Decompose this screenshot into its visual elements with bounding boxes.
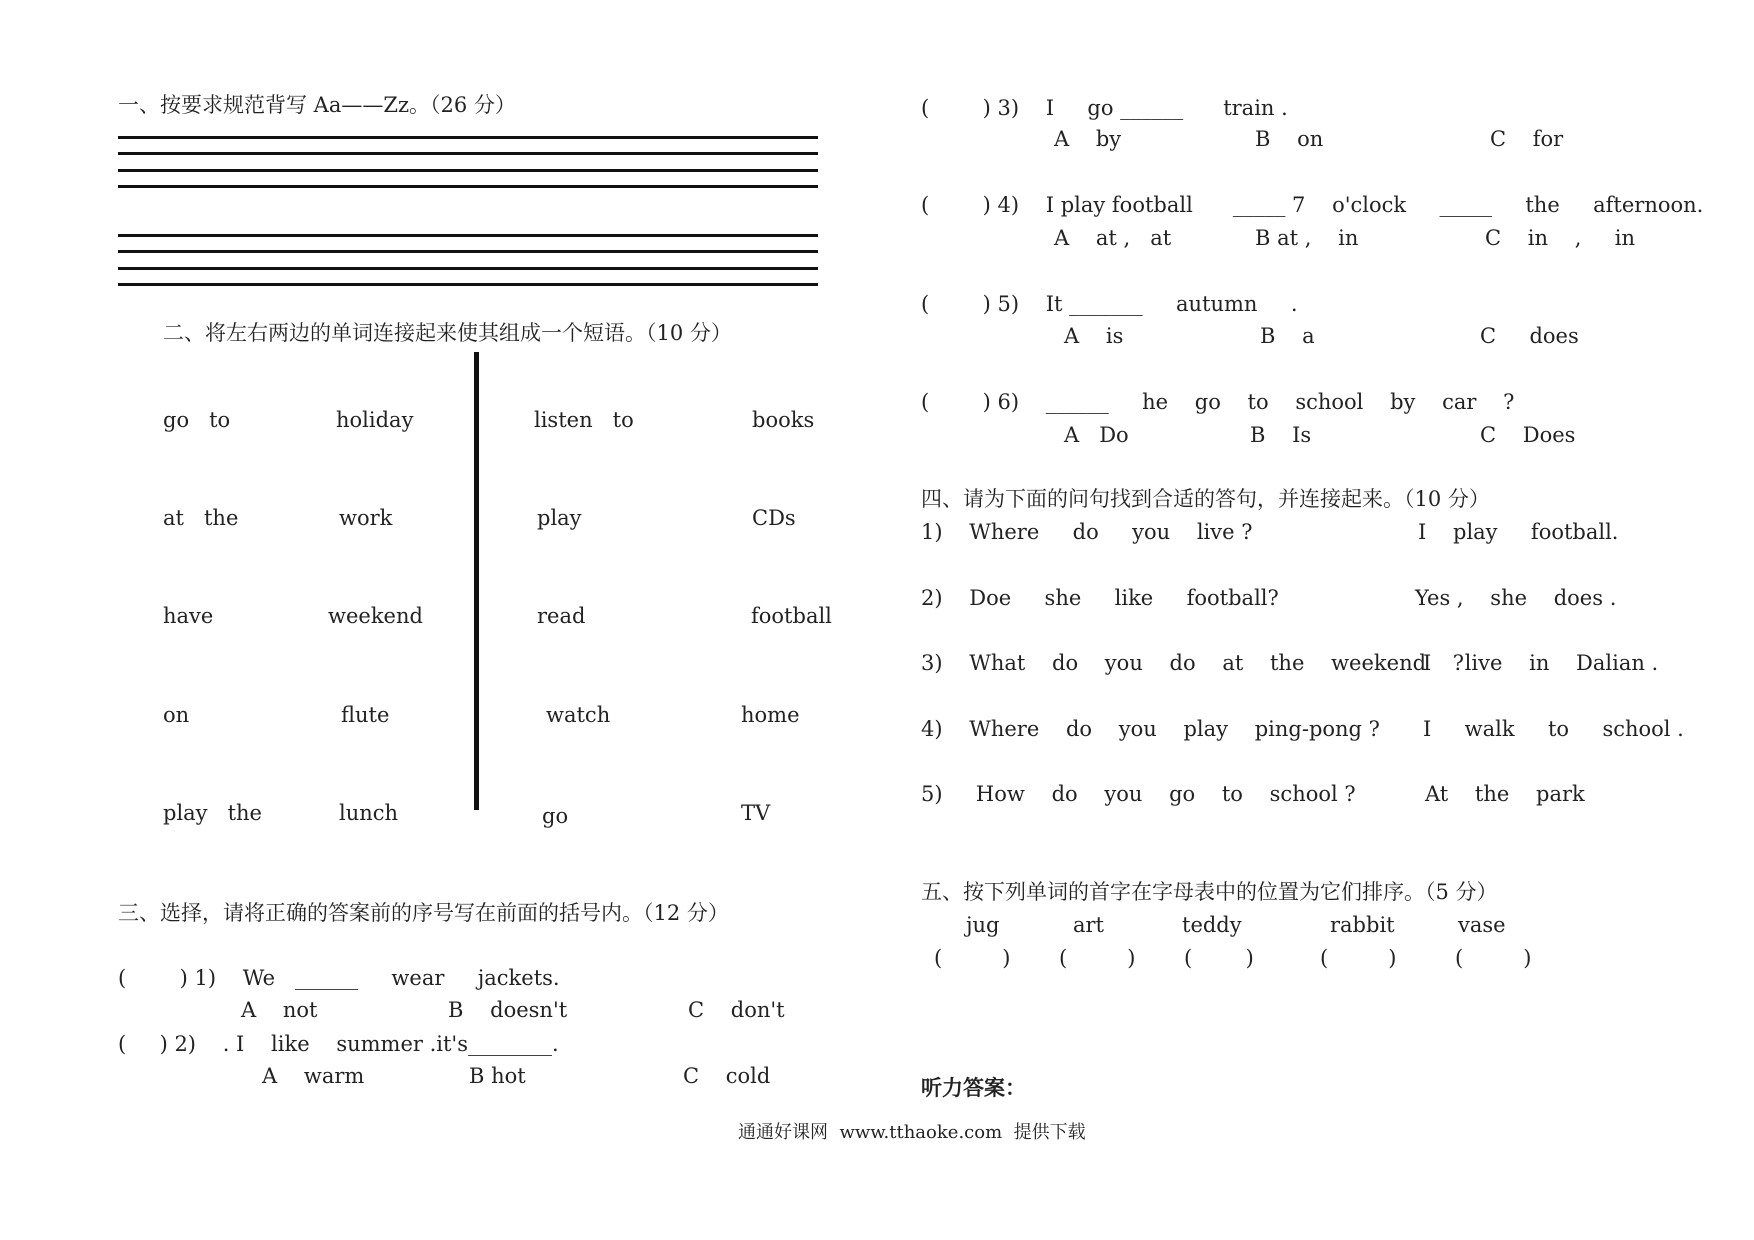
answer-item: I play football. xyxy=(1418,520,1619,544)
writing-line xyxy=(118,283,818,286)
match-word: play xyxy=(537,506,582,530)
answer-bracket: ( ) xyxy=(1320,946,1397,970)
answer-item: Yes , she does . xyxy=(1415,586,1617,610)
section1-title: 一、按要求规范背写 Aa——Zz。（26 分） xyxy=(118,93,516,117)
writing-line xyxy=(118,234,818,237)
sort-word: rabbit xyxy=(1330,913,1395,937)
match-word: play the xyxy=(163,801,262,825)
question-item: 5) How do you go to school ? xyxy=(921,782,1356,806)
option-b: B at , in xyxy=(1255,226,1359,250)
sort-word: vase xyxy=(1458,913,1506,937)
option-c: C in , in xyxy=(1485,226,1636,250)
section5-title: 五、按下列单词的首字在字母表中的位置为它们排序。（5 分） xyxy=(921,880,1498,904)
option-a: A not xyxy=(241,998,318,1022)
answer-bracket: ( ) xyxy=(1059,946,1136,970)
answer-item: At the park xyxy=(1425,782,1585,806)
question-stem: ( ) 5) It _______ autumn . xyxy=(921,292,1298,316)
section4-title: 四、请为下面的问句找到合适的答句，并连接起来。（10 分） xyxy=(921,487,1490,511)
answer-item: I live in Dalian . xyxy=(1423,651,1659,675)
match-word: books xyxy=(752,408,815,432)
question-stem: ( ) 1) We ______ wear jackets. xyxy=(118,966,560,990)
option-b: B on xyxy=(1255,127,1324,151)
sort-word: jug xyxy=(966,913,1000,937)
option-c: C cold xyxy=(683,1064,771,1088)
option-c: C does xyxy=(1480,324,1579,348)
option-c: C Does xyxy=(1480,423,1576,447)
match-word: holiday xyxy=(336,408,414,432)
match-word: work xyxy=(339,506,393,530)
question-stem: ( ) 4) I play football _____ 7 o'clock _____ the afternoon. xyxy=(921,193,1704,217)
match-word: have xyxy=(163,604,214,628)
match-word: go xyxy=(542,804,569,828)
writing-line xyxy=(118,185,818,188)
option-a: A at , at xyxy=(1054,226,1172,250)
match-word: weekend xyxy=(328,604,423,628)
section3-title: 三、选择，请将正确的答案前的序号写在前面的括号内。（12 分） xyxy=(118,901,729,925)
question-stem: ( ) 6) ______ he go to school by car ? xyxy=(921,390,1515,414)
writing-line xyxy=(118,136,818,139)
option-b: B Is xyxy=(1250,423,1312,447)
question-item: 3) What do you do at the weekend ? xyxy=(921,651,1464,675)
matching-divider xyxy=(474,352,479,810)
question-item: 4) Where do you play ping-pong ? xyxy=(921,717,1380,741)
option-a: A Do xyxy=(1064,423,1129,447)
question-stem: ( ) 3) I go ______ train . xyxy=(921,96,1288,120)
writing-line xyxy=(118,267,818,270)
option-b: B a xyxy=(1260,324,1315,348)
match-word: read xyxy=(537,604,586,628)
match-word: CDs xyxy=(752,506,796,530)
writing-line xyxy=(118,152,818,155)
match-word: on xyxy=(163,703,190,727)
question-item: 2) Doe she like football? xyxy=(921,586,1279,610)
writing-line xyxy=(118,169,818,172)
match-word: flute xyxy=(341,703,390,727)
option-a: A warm xyxy=(262,1064,365,1088)
option-c: C for xyxy=(1490,127,1564,151)
section2-title: 二、将左右两边的单词连接起来使其组成一个短语。（10 分） xyxy=(163,321,732,345)
option-a: A is xyxy=(1064,324,1124,348)
match-word: go to xyxy=(163,408,231,432)
listening-answers-title: 听力答案： xyxy=(921,1075,1026,1100)
match-word: TV xyxy=(741,801,771,825)
match-word: football xyxy=(751,604,832,628)
question-stem: ( ) 2) . I like summer .it's________. xyxy=(118,1032,559,1056)
footer-source: 通通好课网 www.tthaoke.com 提供下载 xyxy=(738,1122,1086,1143)
option-a: A by xyxy=(1054,127,1122,151)
sort-word: teddy xyxy=(1182,913,1242,937)
option-b: B doesn't xyxy=(448,998,568,1022)
writing-line xyxy=(118,250,818,253)
option-b: B hot xyxy=(469,1064,526,1088)
answer-item: I walk to school . xyxy=(1423,717,1684,741)
sort-word: art xyxy=(1073,913,1104,937)
match-word: home xyxy=(741,703,800,727)
answer-bracket: ( ) xyxy=(1184,946,1254,970)
match-word: watch xyxy=(546,703,611,727)
match-word: lunch xyxy=(339,801,399,825)
match-word: listen to xyxy=(534,408,634,432)
answer-bracket: ( ) xyxy=(934,946,1011,970)
option-c: C don't xyxy=(688,998,785,1022)
answer-bracket: ( ) xyxy=(1455,946,1532,970)
match-word: at the xyxy=(163,506,239,530)
question-item: 1) Where do you live ? xyxy=(921,520,1253,544)
